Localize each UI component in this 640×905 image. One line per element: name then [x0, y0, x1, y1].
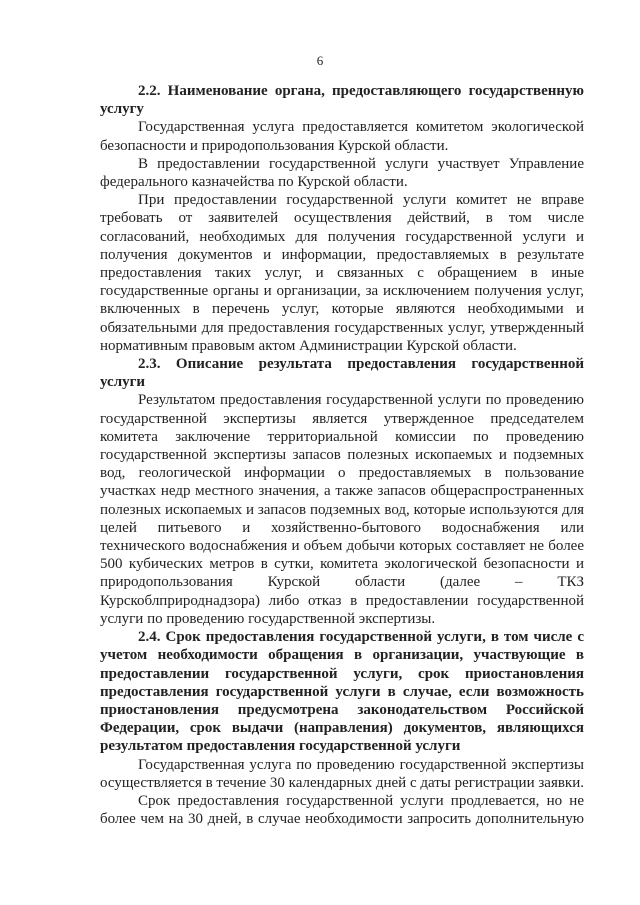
section-heading-2-3: 2.3. Описание результата предоставления государственной услуги: [100, 356, 584, 391]
section-heading-2-4: 2.4. Срок предоставления государственной услуги, в том числе с учетом необходимости обращения в организации, участвующие в предоставлении государственной услуги, срок приостановления предоставления государственной услуги в случае, если возможность приостановления предусмотрена законодательством Российской Федерации, срок выдачи (направления) документов, являющихся результатом предоставления государственной услуги: [100, 629, 584, 755]
body-paragraph: Государственная услуга по проведению государственной экспертизы осуществляется в течение 30 календарных дней с даты регистрации заявки.: [100, 756, 584, 791]
body-paragraph: В предоставлении государственной услуги участвует Управление федерального казначейства по Курской области.: [100, 155, 584, 191]
body-paragraph-continued: Срок предоставления государственной услуги продлевается, но не более чем на 30 дней, в случае необходимости запросить дополнительную: [100, 792, 584, 828]
page-number: 6: [316, 53, 324, 68]
document-body: [100, 82, 584, 828]
body-paragraph: При предоставлении государственной услуги комитет не вправе требовать от заявителей осуществления действий, в том числе согласований, необходимых для получения государственной услуги и получения документов и информации, предоставляемых в результате предоставления таких услуг, и связанных с обращением в иные государственные органы и организации, за исключением получения услуг, включенных в перечень услуг, которые являются необходимыми и обязательными для предоставления государственных услуг, утвержденный нормативным правовым актом Администрации Курской области.: [100, 192, 584, 354]
section-heading-2-2: 2.2. Наименование органа, предоставляющего государственную услугу: [100, 83, 584, 118]
body-paragraph: Результатом предоставления государственной услуги по проведению государственной экспертизы является утвержденное председателем комитета заключение территориальной комиссии по проведению государственной экспертизы запасов полезных ископаемых и подземных вод, геологической информации о предоставляемых в пользование участках недр местного значения, а также запасов общераспространенных полезных ископаемых и запасов подземных вод, которые используются для целей питьевого и хозяйственно-бытового водоснабжения или технического водоснабжения и объем добычи которых составляет не более 500 кубических метров в сутки, комитета экологической безопасности и природопользования Курской области (далее – ТКЗ Курскоблприроднадзора) либо отказ в предоставлении государственной услуги по проведению государственной экспертизы.: [100, 392, 584, 627]
body-paragraph: Государственная услуга предоставляется комитетом экологической безопасности и природопользования Курской области.: [100, 119, 584, 154]
